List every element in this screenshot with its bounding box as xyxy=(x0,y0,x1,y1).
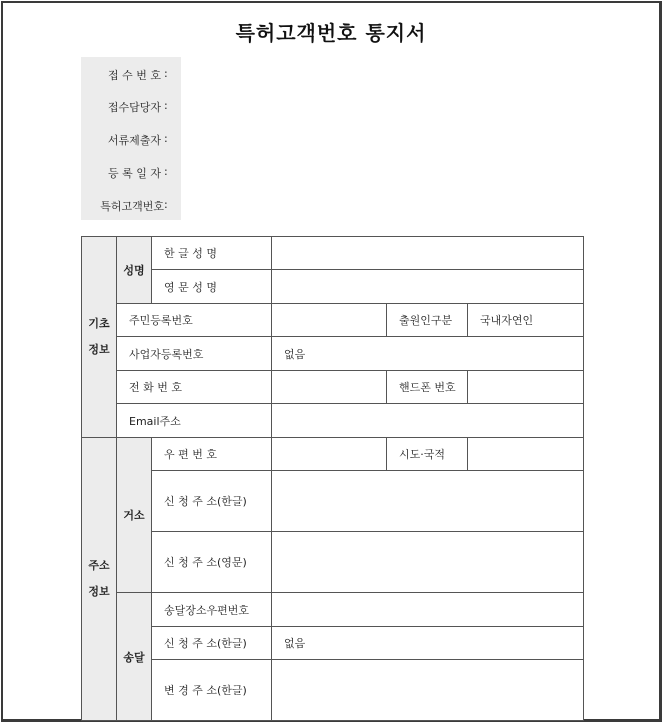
customer-number-label: 특허고객번호 xyxy=(100,200,164,213)
region-value xyxy=(468,438,584,471)
name-group-label: 성명 xyxy=(117,237,152,304)
phone-label: 전 화 번 호 xyxy=(117,371,272,404)
english-name-value xyxy=(272,270,584,304)
basic-info-line1: 기초 xyxy=(88,317,110,330)
email-label: Email주소 xyxy=(117,404,272,438)
postal-code-label: 우 편 번 호 xyxy=(152,438,272,471)
postal-code-value xyxy=(272,438,387,471)
delivery-postal-label: 송달장소우편번호 xyxy=(152,593,272,627)
receipt-officer-colon: : xyxy=(164,99,168,112)
receipt-number-colon: : xyxy=(164,67,168,80)
submitter-label: 서류제출자 xyxy=(107,134,161,147)
receipt-number-label: 접 수 번 호 xyxy=(108,69,161,82)
mobile-label: 핸드폰 번호 xyxy=(387,371,468,404)
applicant-type-label: 출원인구분 xyxy=(387,304,468,337)
address-info-line2: 정보 xyxy=(88,585,110,598)
customer-info-table xyxy=(81,236,584,721)
delivery-address-label: 신 청 주 소(한글) xyxy=(152,627,272,660)
residence-group-label: 거소 xyxy=(117,438,152,593)
address-korean-label: 신 청 주 소(한글) xyxy=(152,471,272,532)
delivery-group-label: 송달 xyxy=(117,593,152,721)
rrn-label: 주민등록번호 xyxy=(117,304,272,337)
receipt-officer-label: 접수담당자 xyxy=(107,101,161,114)
english-name-label: 영 문 성 명 xyxy=(152,270,272,304)
email-value xyxy=(272,404,584,438)
address-english-value xyxy=(272,532,584,593)
address-english-label: 신 청 주 소(영문) xyxy=(152,532,272,593)
document-title: 특허고객번호 통지서 xyxy=(235,21,427,45)
region-label: 시도·국적 xyxy=(387,438,468,471)
rrn-value xyxy=(272,304,387,337)
registration-date-colon: : xyxy=(164,165,168,178)
business-reg-value: 없음 xyxy=(272,337,584,371)
business-reg-label: 사업자등록번호 xyxy=(117,337,272,371)
korean-name-label: 한 글 성 명 xyxy=(152,237,272,270)
registration-date-label: 등 록 일 자 xyxy=(108,167,161,180)
basic-info-section xyxy=(82,237,117,438)
delivery-address-value: 없음 xyxy=(272,627,584,660)
address-info-line1: 주소 xyxy=(88,559,110,572)
customer-info-form xyxy=(81,236,583,721)
korean-name-value xyxy=(272,237,584,270)
mobile-value xyxy=(468,371,584,404)
changed-address-value xyxy=(272,660,584,721)
submitter-colon: : xyxy=(164,132,168,145)
address-korean-value xyxy=(272,471,584,532)
delivery-postal-value xyxy=(272,593,584,627)
basic-info-line2: 정보 xyxy=(88,343,110,356)
address-info-section xyxy=(82,438,117,721)
receipt-info-panel xyxy=(81,57,181,220)
customer-number-colon: : xyxy=(164,198,168,211)
phone-value xyxy=(272,371,387,404)
applicant-type-value: 국내자연인 xyxy=(468,304,584,337)
changed-address-label: 변 경 주 소(한글) xyxy=(152,660,272,721)
